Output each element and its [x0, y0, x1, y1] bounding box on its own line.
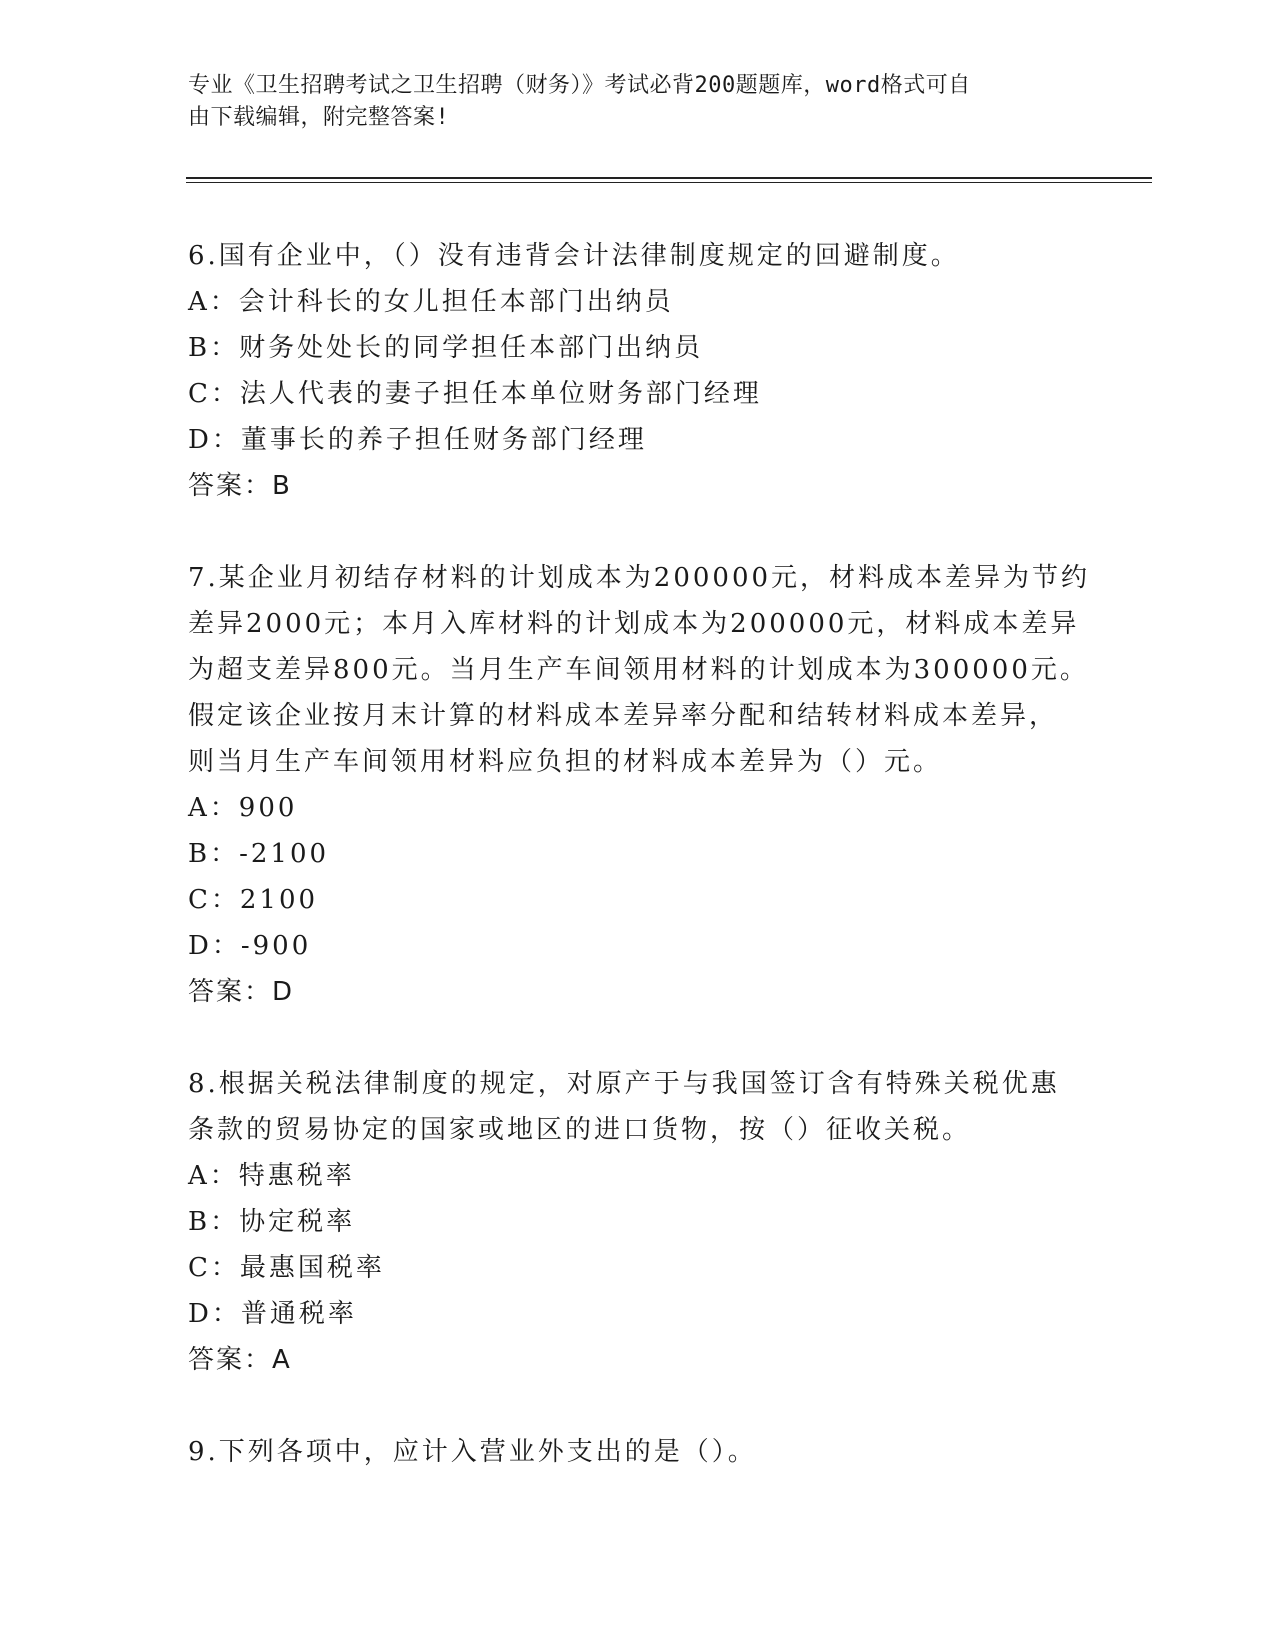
option-a: A：900 [188, 793, 298, 823]
option-c: C：法人代表的妻子担任本单位财务部门经理 [188, 379, 762, 409]
option-b: B：财务处处长的同学担任本部门出纳员 [188, 333, 704, 363]
question-text: 差异2000元；本月入库材料的计划成本为200000元，材料成本差异 [188, 609, 1080, 639]
question-text: 为超支差异800元。当月生产车间领用材料的计划成本为300000元。 [188, 655, 1089, 685]
question-8 [188, 1061, 1088, 1383]
option-b: B：-2100 [188, 839, 330, 869]
document-header [188, 70, 1068, 134]
question-text: 则当月生产车间领用材料应负担的材料成本差异为（）元。 [188, 747, 943, 777]
header-line: 专业《卫生招聘考试之卫生招聘（财务）》考试必背200题题库，word格式可自 [188, 73, 971, 98]
option-c: C：2100 [188, 885, 319, 915]
question-9 [188, 1429, 1088, 1475]
header-rule [186, 177, 1152, 179]
option-b: B：协定税率 [188, 1207, 356, 1237]
question-text: 6.国有企业中，（）没有违背会计法律制度规定的回避制度。 [188, 241, 960, 271]
question-text: 假定该企业按月末计算的材料成本差异率分配和结转材料成本差异， [188, 701, 1059, 731]
question-text: 7.某企业月初结存材料的计划成本为200000元，材料成本差异为节约 [188, 563, 1091, 593]
option-d: D：董事长的养子担任财务部门经理 [188, 425, 647, 455]
question-text: 9.下列各项中，应计入营业外支出的是（）。 [188, 1437, 757, 1467]
answer: 答案：D [188, 977, 295, 1007]
option-a: A：会计科长的女儿担任本部门出纳员 [188, 287, 674, 317]
header-line: 由下载编辑，附完整答案! [188, 105, 450, 130]
answer: 答案：B [188, 471, 292, 501]
question-7 [188, 555, 1091, 1015]
answer: 答案：A [188, 1345, 292, 1375]
option-a: A：特惠税率 [188, 1161, 355, 1191]
question-text: 8.根据关税法律制度的规定，对原产于与我国签订含有特殊关税优惠 [188, 1069, 1060, 1099]
question-text: 条款的贸易协定的国家或地区的进口货物，按（）征收关税。 [188, 1115, 972, 1145]
option-d: D：普通税率 [188, 1299, 357, 1329]
option-c: C：最惠国税率 [188, 1253, 385, 1283]
header-rule-thin [186, 182, 1152, 183]
option-d: D：-900 [188, 931, 312, 961]
question-6 [188, 233, 1088, 509]
question-list [188, 233, 1091, 1521]
